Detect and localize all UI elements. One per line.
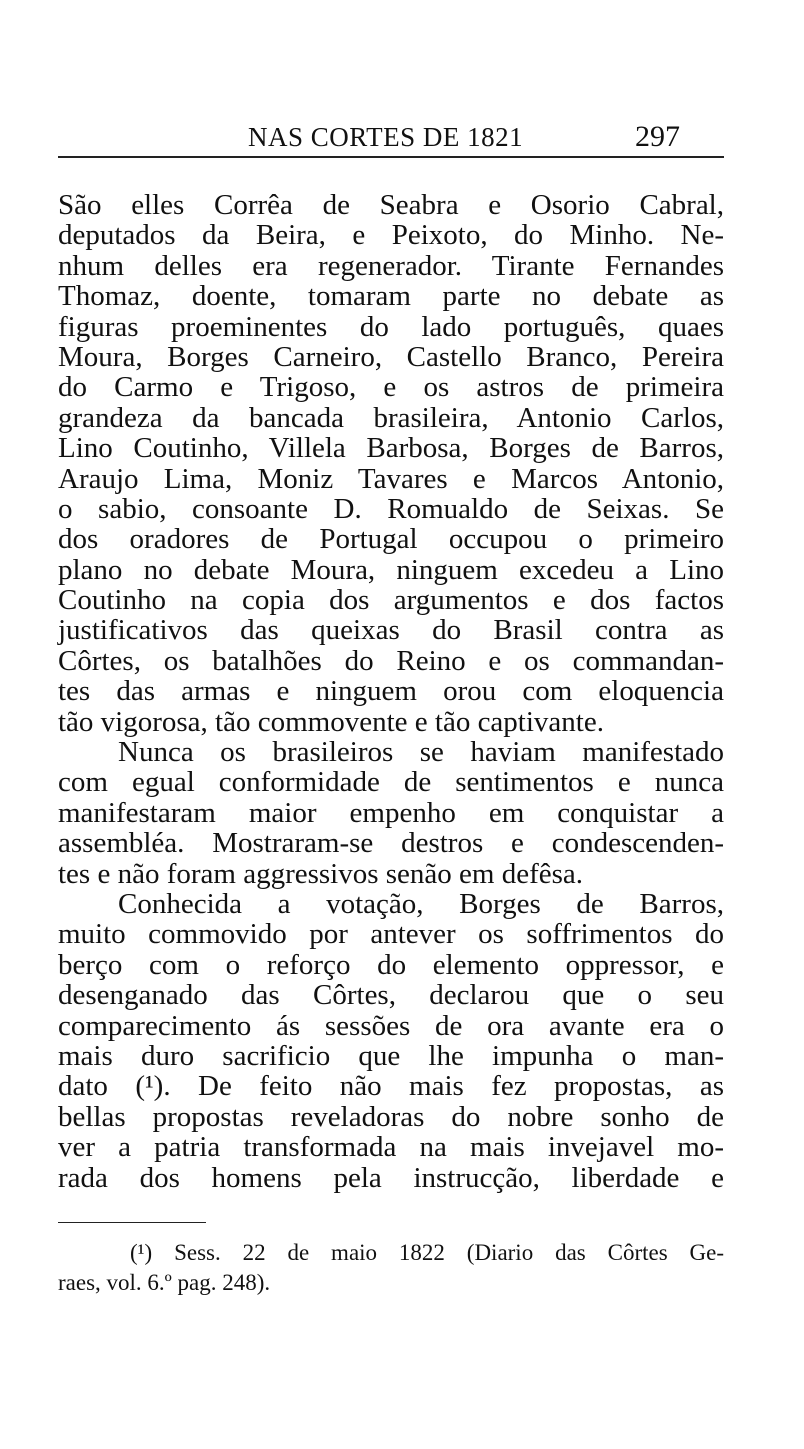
text-line: ver a patria transformada na mais invejavel mo- bbox=[58, 1131, 724, 1164]
text-line: rada dos homens pela instrucção, liberdade e bbox=[58, 1161, 724, 1194]
text-line: São elles Corrêa de Seabra e Osorio Cabral, bbox=[58, 189, 724, 221]
text-line: bellas propostas reveladoras do nobre sonho de bbox=[58, 1100, 724, 1133]
page-number: 297 bbox=[635, 120, 680, 153]
text-line: Araujo Lima, Moniz Tavares e Marcos Antonio, bbox=[58, 462, 724, 495]
text-line: manifestaram maior empenho em conquistar a bbox=[58, 796, 724, 829]
text-line: plano no debate Moura, ninguem excedeu a Lino bbox=[58, 553, 724, 586]
text-line: com egual conformidade de sentimentos e nunca bbox=[58, 766, 724, 799]
footnote-line: raes, vol. 6.º pag. 248). bbox=[58, 1270, 271, 1295]
paragraph-start-line: Conhecida a votação, Borges de Barros, bbox=[118, 887, 724, 920]
text-line: tes das armas e ninguem orou com eloquencia bbox=[58, 675, 724, 708]
text-line: assembléa. Mostraram-se destros e condescenden- bbox=[58, 827, 724, 860]
text-line: grandeza da bancada brasileira, Antonio Carlos, bbox=[58, 401, 724, 434]
running-title: NAS CORTES DE 1821 bbox=[248, 122, 524, 152]
text-line: Côrtes, os batalhões do Reino e os commandan- bbox=[58, 644, 724, 677]
text-line: desenganado das Côrtes, declarou que o seu bbox=[58, 979, 724, 1012]
text-line: justificativos das queixas do Brasil contra as bbox=[58, 614, 724, 647]
footnote-line: (¹) Sess. 22 de maio 1822 (Diario das Côrtes Ge- bbox=[130, 1240, 724, 1265]
footnote bbox=[58, 1238, 724, 1298]
text-line: Moura, Borges Carneiro, Castello Branco, Pereira bbox=[58, 340, 724, 373]
text-line: Thomaz, doente, tomaram parte no debate as bbox=[58, 280, 724, 313]
text-line: deputados da Beira, e Peixoto, do Minho. Ne- bbox=[58, 219, 724, 252]
text-line: comparecimento ás sessões de ora avante era o bbox=[58, 1009, 724, 1042]
footnote-rule bbox=[58, 1222, 206, 1223]
header-rule bbox=[58, 156, 724, 158]
text-line: do Carmo e Trigoso, e os astros de primeira bbox=[58, 371, 724, 404]
page-header bbox=[58, 120, 722, 160]
text-line: figuras proeminentes do lado português, quaes bbox=[58, 310, 724, 343]
body-text bbox=[58, 190, 724, 1193]
paragraph-start-line: Nunca os brasileiros se haviam manifestado bbox=[118, 736, 724, 769]
text-line: tão vigorosa, tão commovente e tão captivante. bbox=[58, 705, 604, 738]
text-line: muito commovido por antever os soffrimentos do bbox=[58, 918, 724, 951]
text-line: berço com o reforço do elemento oppressor, e bbox=[58, 948, 724, 981]
text-line: dos oradores de Portugal occupou o primeiro bbox=[58, 523, 724, 556]
text-line: nhum delles era regenerador. Tirante Fernandes bbox=[58, 249, 724, 282]
text-line: Coutinho na copia dos argumentos e dos factos bbox=[58, 584, 724, 617]
text-line: dato (¹). De feito não mais fez propostas, as bbox=[58, 1070, 724, 1103]
text-line: mais duro sacrificio que lhe impunha o man- bbox=[58, 1039, 724, 1072]
text-line: o sabio, consoante D. Romualdo de Seixas. Se bbox=[58, 492, 724, 525]
text-line: tes e não foram aggressivos senão em defêsa. bbox=[58, 857, 584, 890]
text-line: Lino Coutinho, Villela Barbosa, Borges de Barros, bbox=[58, 432, 724, 465]
